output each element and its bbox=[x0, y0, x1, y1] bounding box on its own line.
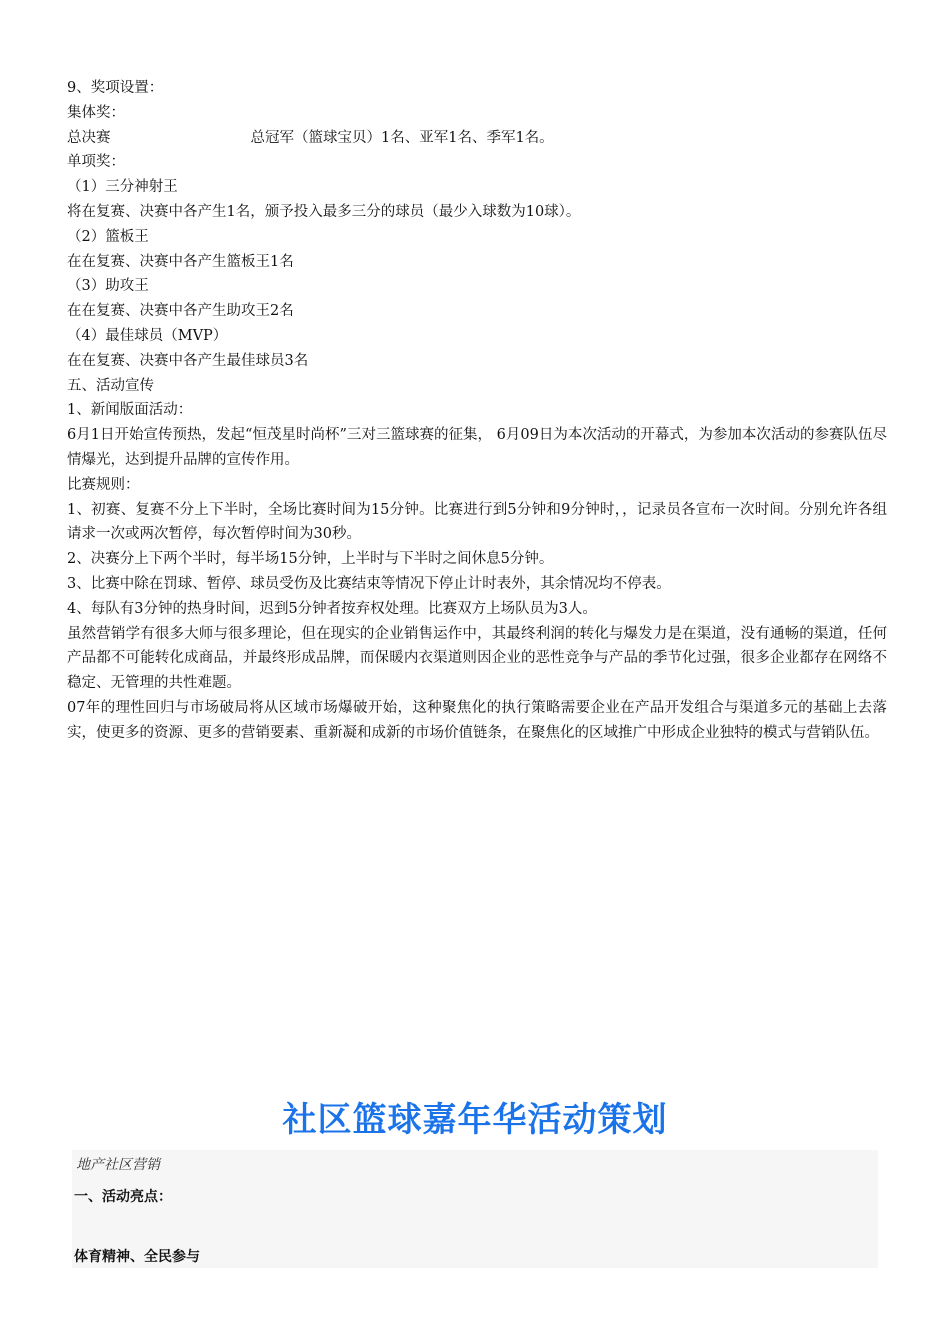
award-item-name: （3）助攻王 bbox=[67, 278, 149, 295]
rule-item: 3、比赛中除在罚球、暂停、球员受伤及比赛结束等情况下停止计时表外，其余情况均不停表。 bbox=[67, 575, 671, 592]
highlights-heading: 一、活动亮点： bbox=[74, 1189, 172, 1205]
award-item-desc: 在在复赛、决赛中各产生篮板王1名 bbox=[67, 253, 294, 270]
rule-item: 4、每队有3分钟的热身时间，迟到5分钟者按弃权处理。比赛双方上场队员为3人。 bbox=[67, 600, 597, 617]
award-item-name: （4）最佳球员（MVP） bbox=[67, 327, 228, 344]
award-item-name: （2）篮板王 bbox=[67, 228, 149, 245]
final-label: 总决赛 bbox=[67, 129, 111, 146]
group-award-label: 集体奖： bbox=[67, 104, 125, 121]
awards-heading: 9、奖项设置： bbox=[67, 80, 164, 96]
next-section-subtitle: 地产社区营销 bbox=[76, 1157, 160, 1173]
award-item-desc: 在在复赛、决赛中各产生最佳球员3名 bbox=[67, 352, 309, 369]
highlights-subheading: 体育精神、全民参与 bbox=[74, 1249, 200, 1265]
final-detail: 总冠军（篮球宝贝）1名、亚军1名、季军1名。 bbox=[250, 129, 554, 146]
closing-paragraph: 虽然营销学有很多大师与很多理论，但在现实的企业销售运作中，其最终利润的转化与爆发力是在渠道，没有通畅的渠道，任何产品都不可能转化成商品，并最终形成品牌，而保暖内衣渠道则因企业的恶性竞争与产品的季节化过强，很多企业都存在网络不稳定、无管理的共性难题。 bbox=[67, 625, 887, 692]
document-body bbox=[67, 76, 887, 746]
single-award-label: 单项奖： bbox=[67, 154, 125, 171]
final-award-line bbox=[67, 126, 887, 151]
next-section-title: 社区篮球嘉年华活动策划 bbox=[282, 1100, 668, 1140]
next-section-box bbox=[72, 1150, 878, 1268]
rule-item: 1、初赛、复赛不分上下半时，全场比赛时间为15分钟。比赛进行到5分钟和9分钟时，，记录员各宣布一次时间。分别允许各组请求一次或两次暂停，每次暂停时间为30秒。 bbox=[67, 501, 887, 543]
award-item-desc: 在在复赛、决赛中各产生助攻王2名 bbox=[67, 303, 294, 320]
promo-heading: 五、活动宣传 bbox=[67, 377, 154, 394]
rule-item: 2、决赛分上下两个半时，每半场15分钟，上半时与下半时之间休息5分钟。 bbox=[67, 551, 554, 568]
promo-subheading: 1、新闻版面活动： bbox=[67, 402, 193, 419]
award-item-desc: 将在复赛、决赛中各产生1名，颁予投入最多三分的球员（最少入球数为10球）。 bbox=[67, 203, 581, 220]
promo-paragraph: 6月1日开始宣传预热，发起“恒茂星时尚杯”三对三篮球赛的征集， 6月09日为本次活动的开幕式，为参加本次活动的参赛队伍尽情爆光，达到提升品牌的宣传作用。 bbox=[67, 427, 887, 468]
award-item-name: （1）三分神射王 bbox=[67, 179, 178, 196]
rules-heading: 比赛规则： bbox=[67, 476, 140, 493]
closing-paragraph: 07年的理性回归与市场破局将从区域市场爆破开始，这种聚焦化的执行策略需要企业在产品开发组合与渠道多元的基础上去落实，使更多的资源、更多的营销要素、重新凝和成新的市场价值链条，在聚焦化的区域推广中形成企业独特的模式与营销队伍。 bbox=[67, 699, 887, 741]
